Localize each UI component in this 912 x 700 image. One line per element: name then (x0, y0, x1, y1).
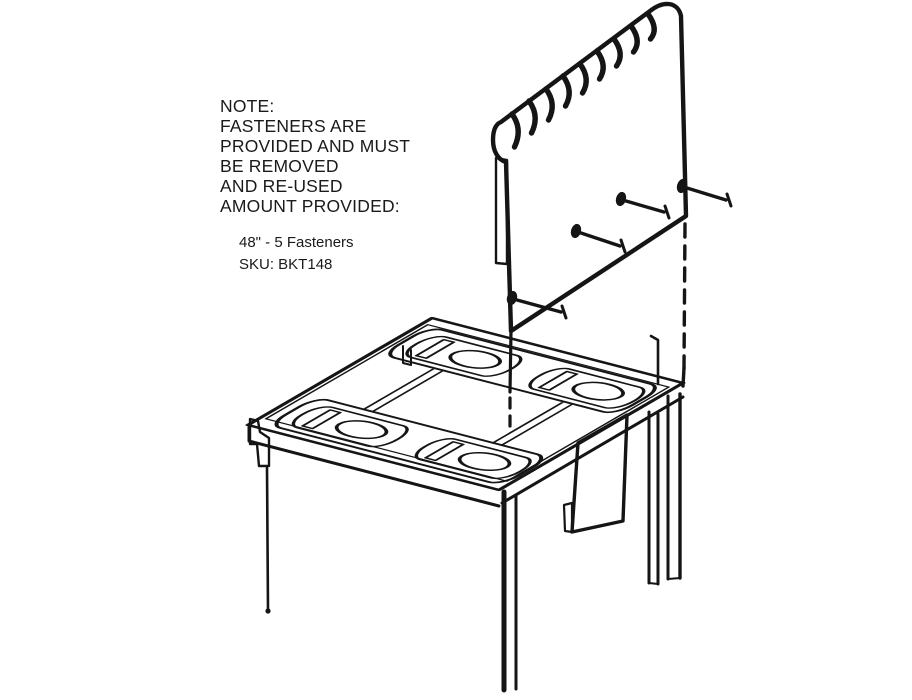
pocket-slot (416, 340, 454, 359)
note-line: BE REMOVED (220, 156, 339, 176)
bolt-shaft (687, 188, 726, 200)
fasteners (505, 178, 731, 318)
panel-edge-projection (683, 368, 684, 386)
pocket-slot (426, 442, 464, 461)
bolt-tip (665, 206, 669, 218)
panel-edge-hidden-line (684, 224, 685, 368)
cross-member-line (494, 403, 562, 443)
bed-right-edge-band (502, 397, 683, 503)
bolt-head (614, 191, 628, 208)
hook (614, 39, 620, 66)
back-rail-tray (382, 327, 663, 415)
panel-hooks (512, 14, 654, 147)
bolt-shaft (626, 201, 664, 212)
left-leg-foot (265, 608, 270, 613)
note-line: AND RE-USED (220, 176, 343, 196)
fastener-bolt (569, 223, 625, 252)
hook (648, 14, 654, 39)
sku-label: SKU: BKT148 (239, 256, 333, 273)
hook (512, 114, 518, 147)
bolt-head (505, 290, 519, 307)
cross-member-line (503, 405, 571, 445)
hook (563, 76, 569, 106)
pocket-slot (539, 371, 577, 390)
hook (631, 26, 637, 52)
cross-member-line (373, 372, 441, 412)
left-leg (267, 468, 268, 610)
cross-member-line (365, 369, 433, 409)
bed-top-face (248, 318, 683, 490)
bolt-shaft (581, 233, 620, 246)
hook (597, 51, 603, 79)
right-rear-leg-foot (668, 578, 680, 579)
bolt-tip (727, 194, 731, 206)
pocket-slot (303, 410, 341, 429)
hook (580, 64, 586, 93)
panel-outline (493, 4, 686, 331)
fastener-quantity-label: 48" - 5 Fasteners (239, 234, 354, 251)
bolt-head (569, 223, 583, 240)
right-leg-foot (649, 583, 658, 584)
bolt-tip (621, 240, 625, 252)
bolt-tip (562, 306, 566, 318)
hook (546, 89, 552, 120)
bed-inner-rim (266, 325, 669, 482)
note-line: NOTE: (220, 96, 275, 116)
note-line: FASTENERS ARE (220, 116, 367, 136)
bed-assembly (248, 318, 683, 690)
hook (529, 101, 535, 133)
note-line: PROVIDED AND MUST (220, 136, 411, 156)
note-line: AMOUNT PROVIDED: (220, 196, 400, 216)
cross-members (365, 369, 571, 444)
panel-edge-projection (510, 331, 511, 392)
bracket-plate (572, 415, 627, 532)
fastener-bolt (614, 191, 669, 218)
